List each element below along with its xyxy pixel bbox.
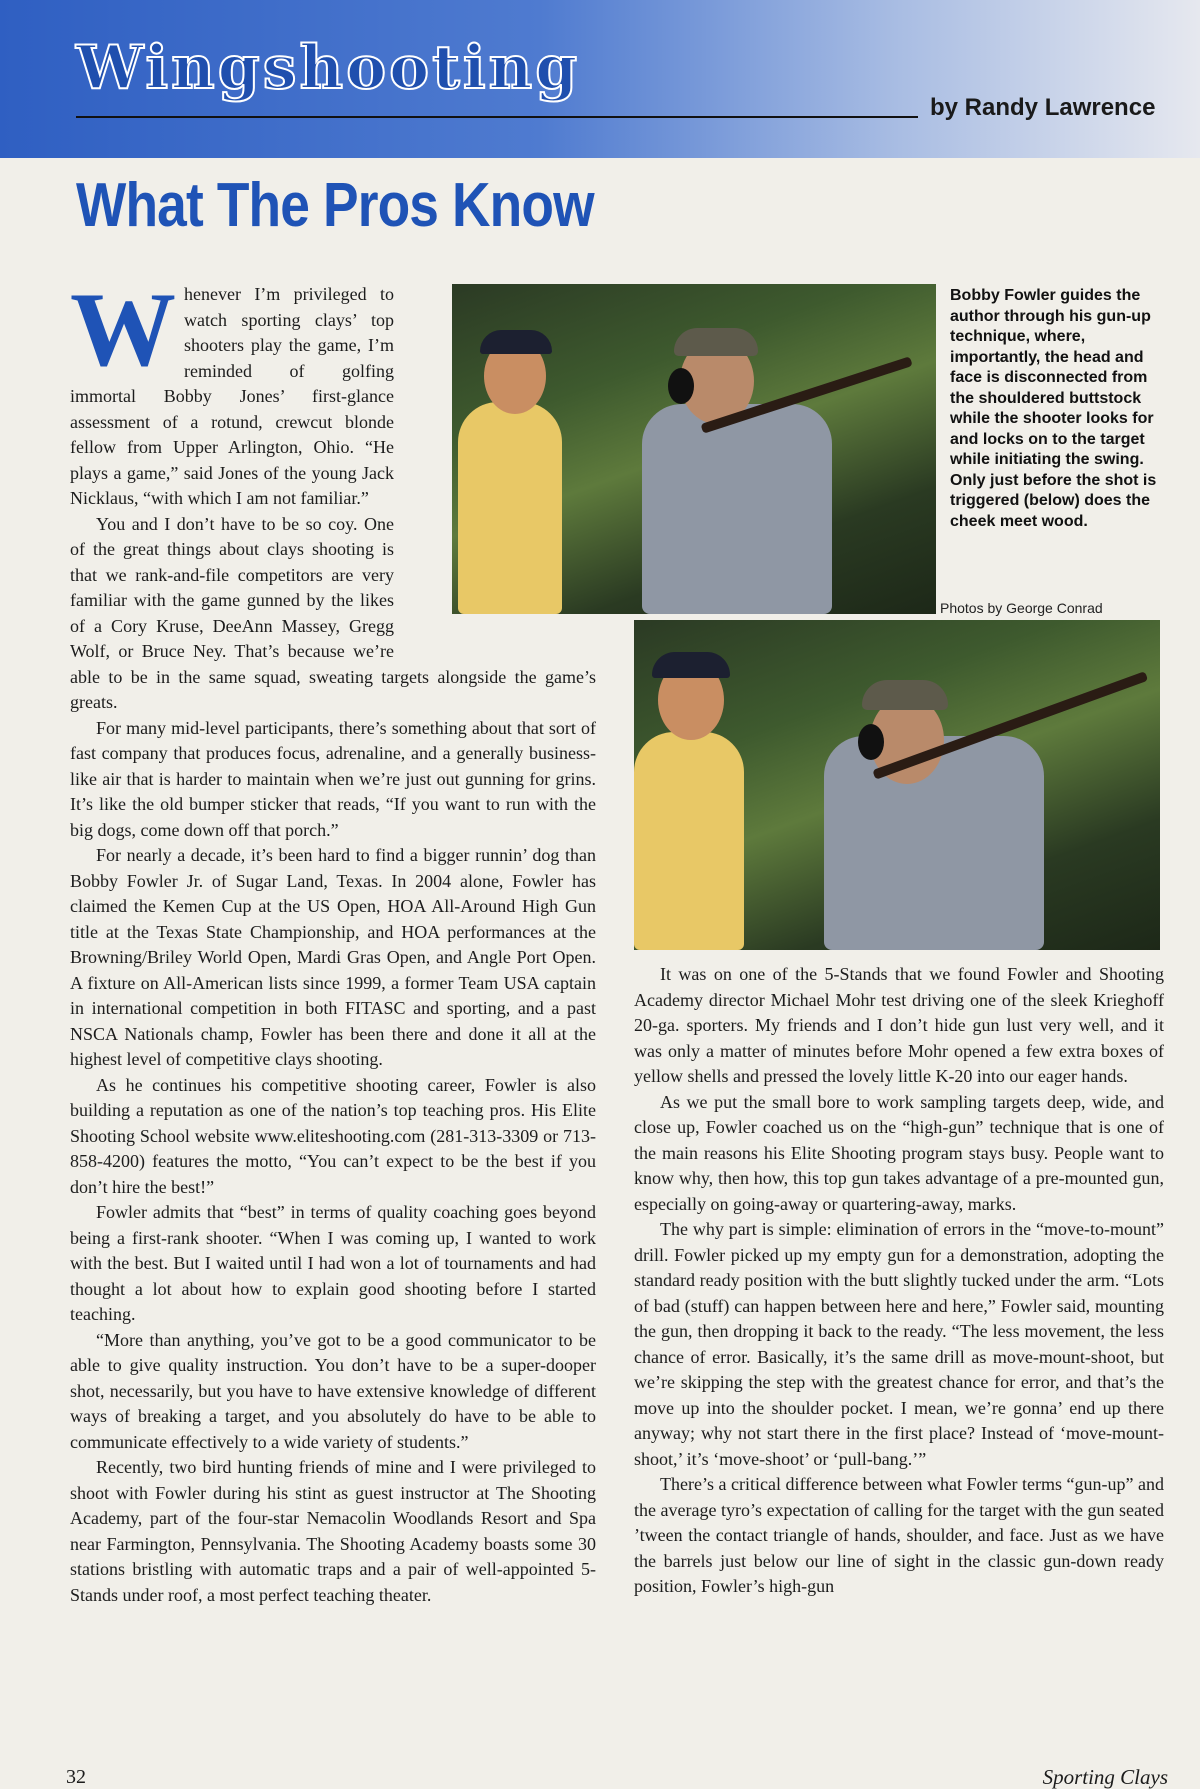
article-paragraph: As we put the small bore to work sampling targets deep, wide, and close up, Fowler coached us on the “high-gun” technique that is one of the main reasons his Elite Shooting program stays busy. People want to know why, then how, this top gun takes advantage of a pre-mounted gun, especially on going-away or quartering-away, marks. xyxy=(634,1091,1164,1214)
article-headline: What The Pros Know xyxy=(76,171,594,240)
article-paragraph: Whenever I’m privileged to watch sporting clays’ top shooters play the game, I’m reminded of golfing immortal Bobby Jones’ first-glance assessment of a rotund, crewcut blonde fellow from Upper Arlington, Ohio. “He plays a game,” said Jones of the young Jack Nicklaus, “with which I am not familiar.” xyxy=(70,271,394,508)
article-paragraph: As he continues his competitive shooting career, Fowler is also building a reputation as one of the nation’s top teaching pros. His Elite Shooting School website www.eliteshooting.com (281-313-3309 or 713-858-4200) features the motto, “You can’t expect to be the best if you don’t hire the best!” xyxy=(70,1074,596,1197)
article-paragraph: Fowler admits that “best” in terms of quality coaching goes beyond being a first-rank shooter. “When I was coming up, I wanted to work with the best. But I waited until I had won a lot of tournaments and had thought a lot about how to explain good shooting before I started teaching. xyxy=(70,1202,596,1324)
photo-bottom xyxy=(634,620,1160,950)
article-paragraph: It was on one of the 5-Stands that we found Fowler and Shooting Academy director Michael Mohr test driving one of the sleek Krieghoff 20-ga. sporters. My friends and I don’t hide gun lust very well, and it was only a matter of minutes before Mohr opened a few extra boxes of yellow shells and pressed the lovely little K-20 into our eager hands. xyxy=(634,964,1164,1086)
article-paragraph: For nearly a decade, it’s been hard to find a bigger runnin’ dog than Bobby Fowler Jr. of Sugar Land, Texas. In 2004 alone, Fowler has claimed the Kemen Cup at the US Open, HOA All-Around High Gun title at the Texas State Championship, and HOA performances at the Browning/Briley World Open, Mardi Gras Open, and Angle Port Open. A fixture on All-American lists since 1999, a former Team USA captain in international competition in both FITASC and sporting, and a past NSCA Nationals champ, Fowler has been there and done it all at the highest level of competitive clays shooting. xyxy=(70,845,596,1069)
page-number: 32 xyxy=(66,1766,86,1788)
drop-cap: W xyxy=(70,271,176,388)
article-column-left xyxy=(70,271,596,1702)
publication-name: Sporting Clays xyxy=(1042,1765,1168,1789)
article-paragraph: The why part is simple: elimination of errors in the “move-to-mount” drill. Fowler picked up my empty gun for a demonstration, adopting the standard ready position with the butt slightly tucked under the arm. “Lots of bad (stuff) can happen between here and here,” Fowler said, mounting the gun, then dropping it back to the ready. “The less movement, the less chance of error. Basically, it’s the same drill as move-mount-shoot, but we’re skipping the step with the greatest chance for error, and that’s the move up into the shoulder pocket. I mean, we’re gonna’ end up there anyway; why not start there in the first place? Instead of ‘move-mount-shoot,’ it’s ‘move-shoot’ or ‘pull-bang.’” xyxy=(634,1219,1164,1469)
header-rule xyxy=(76,116,918,118)
photo-credit: Photos by George Conrad xyxy=(940,600,1103,616)
article-paragraph: There’s a critical difference between what Fowler terms “gun-up” and the average tyro’s expectation of calling for the target with the gun seated ’tween the contact triangle of hands, shoulder, and face. Just as we have the barrels just below our line of sight in the classic gun-down ready position, Fowler’s high-gun xyxy=(634,1474,1164,1596)
photo-caption: Bobby Fowler guides the author through his gun-up technique, where, importantly, the head and face is disconnected from the shouldered buttstock while the shooter looks for and locks on to the target while initiating the swing. Only just before the shot is triggered (below) does the cheek meet wood. xyxy=(950,287,1157,530)
byline: by Randy Lawrence xyxy=(930,94,1156,121)
article-paragraph: You and I don’t have to be so coy. One of the great things about clays shooting is that we rank-and-file competitors are very familiar with the game gunned by the likes of a Cory Kruse, DeeAnn Massey, Gregg Wolf, or Bruce Ney. That’s because we’re able to be in the same squad, sweating targets alongside the game’s greats. xyxy=(70,513,596,712)
article-paragraph: For many mid-level participants, there’s something about that sort of fast company that produces focus, adrenaline, and a generally business-like air that is harder to maintain when we’re just out gunning for grins. It’s like the old bumper sticker that reads, “If you want to run with the big dogs, come down off that porch.” xyxy=(70,717,596,840)
section-title: Wingshooting xyxy=(76,33,581,103)
article-column-right xyxy=(634,962,1164,1702)
article-paragraph: Recently, two bird hunting friends of mine and I were privileged to shoot with Fowler during his stint as guest instructor at The Shooting Academy, part of the four-star Nemacolin Woodlands Resort and Spa near Farmington, Pennsylvania. The Shooting Academy boasts some 30 stations bristling with automatic traps and a pair of well-appointed 5-Stands under roof, a most perfect teaching theater. xyxy=(70,1457,596,1605)
article-paragraph: “More than anything, you’ve got to be a good communicator to be able to give quality instruction. You don’t have to be a super-dooper shot, necessarily, but you have to have extensive knowledge of different ways of breaking a target, and you absolutely do have to be able to communicate effectively to a wide variety of students.” xyxy=(70,1329,596,1452)
